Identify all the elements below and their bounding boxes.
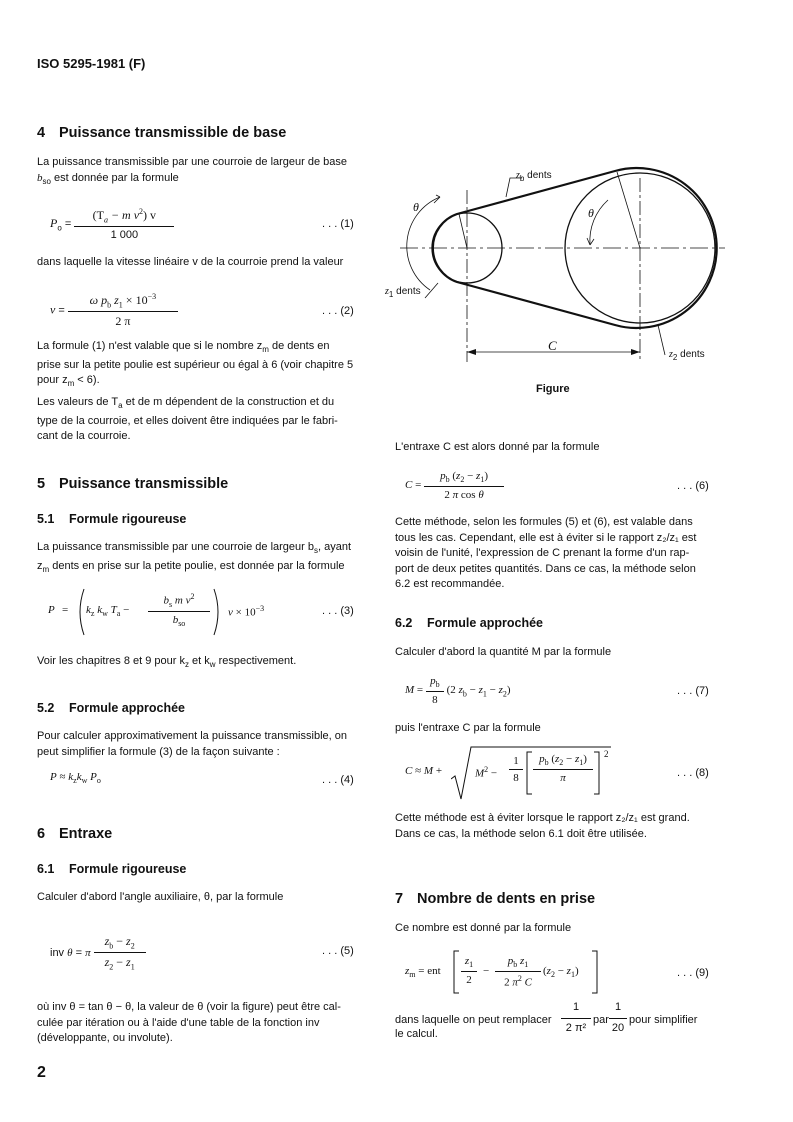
paragraph: Calculer d'abord la quantité M par la formule (395, 646, 612, 658)
paragraph: Calculer d'abord l'angle auxiliaire, θ, par la formule (37, 891, 284, 903)
equation-8: C ≈ M + $M^2$ − $\frac{1}{8}$ $\frac{p_b (z_2 - z_1)}{\pi}$ 2 (405, 745, 625, 801)
section-number: 4 (37, 125, 46, 141)
paragraph: dans laquelle la vitesse linéaire v de la courroie prend la valeur (37, 256, 344, 268)
equation-5: inv θ = π $\frac{z_b - z_2}{z_2 - z_1}$ (50, 934, 146, 972)
label-z2-dents: $z_2$ dents (669, 349, 705, 362)
equation-4-ref: . . . (4) (322, 774, 354, 786)
equation-6: C = $\frac{p_b (z_2 - z_1)}{\text{2 π cos θ}}$ (405, 470, 504, 501)
paragraph: dans laquelle on peut remplacer $\frac{1}{\text{2 π²}}$ par $\frac{1}{20}$ pour simplifier le calcul. (395, 1001, 698, 1040)
paragraph: Voir les chapitres 8 et 9 pour $k_z$ et $k_w$ respectivement. (37, 655, 297, 670)
paragraph: puis l'entraxe C par la formule (395, 722, 541, 734)
page-number: 2 (37, 1064, 46, 1081)
section-title: Puissance transmissible de base (59, 125, 287, 141)
equation-2: v = $\frac{\omega p_b z_1 \times 10^{-3}}{2 \pi}$ (50, 292, 178, 329)
label-z1-dents: $z_1$ dents (385, 286, 421, 299)
label-zb-dents: $z_b$ dents (516, 170, 552, 183)
equation-9-ref: . . . (9) (677, 967, 709, 979)
section-5-heading: 5 Puissance transmissible (37, 476, 229, 492)
paragraph: La formule (1) n'est valable que si le nombre $z_m$ de dents en prise sur la petite poulie est supérieur ou égal à 6 (voir chapitre 5 pour $z_m < 6$). (37, 340, 354, 389)
equation-4: $P \approx k_zk_w$ $P_o$ (50, 771, 101, 786)
left-bracket (525, 751, 533, 795)
section-5-1-heading: 5.1 Formule rigoureuse (37, 512, 187, 526)
paragraph: Ce nombre est donné par la formule (395, 922, 572, 934)
equation-3-ref: . . . (3) (322, 605, 354, 617)
section-7-heading: 7 Nombre de dents en prise (395, 891, 596, 907)
figure-caption: Figure (536, 383, 570, 395)
equation-2-ref: . . . (2) (322, 305, 354, 317)
paragraph: Les valeurs de $T_a$ et de m dépendent de la construction et du type de la courroie, et elles doivent être indiquées par le fabri- cant de la courroie. (37, 396, 338, 443)
paragraph: L'entraxe C est alors donné par la formule (395, 441, 600, 453)
label-theta-small: θ (413, 200, 419, 214)
section-6-1-heading: 6.1 Formule rigoureuse (37, 862, 187, 876)
right-paren (212, 588, 224, 636)
equation-9: $z_m$ = ent $\frac{z_1}{2}$ − $\frac{p_b z_1}{2 \pi^2 C}$ $(z_2 - z_1)$ (405, 950, 645, 996)
equation-6-ref: . . . (6) (677, 480, 709, 492)
paragraph: La puissance transmissible par une courroie de largeur $b_s$, ayant $z_m$ dents en prise sur la petite poulie, est donnée par la formule (37, 541, 352, 574)
paragraph: Cette méthode est à éviter lorsque le rapport z₂/z₁ est grand. Dans ce cas, la méthode selon 6.1 doit être utilisée. (395, 812, 690, 840)
label-C: C (548, 338, 557, 353)
equation-7: M = $\frac{p_b}{8}$ (2 $z_b - z_1 - z_2$) (405, 675, 511, 707)
equation-1: $P_o$ = $\frac{(T_a - m v^2) v}{1 000}$ (50, 207, 174, 241)
label-theta-large: θ (588, 206, 594, 220)
equation-7-ref: . . . (7) (677, 685, 709, 697)
paragraph: où inv θ = tan θ − θ, la valeur de θ (voir la figure) peut être cal- culée par itération ou à l'aide d'une table de la fonction inv (développante, ou involute). (37, 1001, 341, 1044)
equation-5-ref: . . . (5) (322, 945, 354, 957)
equation-8-ref: . . . (8) (677, 767, 709, 779)
left-paren (74, 588, 86, 636)
section-6-2-heading: 6.2 Formule approchée (395, 616, 543, 630)
equation-1-ref: . . . (1) (322, 218, 354, 230)
section-5-2-heading: 5.2 Formule approchée (37, 701, 185, 715)
right-bracket (593, 751, 601, 795)
paragraph: Pour calculer approximativement la puissance transmissible, on peut simplifier la formule (3) de la façon suivante : (37, 730, 347, 758)
right-bracket (591, 950, 599, 994)
left-bracket (452, 950, 460, 994)
section-4-intro: La puissance transmissible par une courroie de largeur de base $b_{so}$ est donnée par la formule (37, 156, 348, 186)
paragraph: Cette méthode, selon les formules (5) et (6), est valable dans tous les cas. Cependant, elle est à éviter si le rapport z₂/z₁ est voisin de l'unité, l'expression de C prenant la forme d'un rap- port de deux petites quantités. Dans ce cas, la méthode selon 6.2 est recommandée. (395, 516, 697, 590)
section-6-heading: 6 Entraxe (37, 826, 113, 842)
pulley-figure (390, 160, 730, 375)
document-header: ISO 5295-1981 (F) (37, 56, 146, 71)
section-4-heading (37, 125, 286, 141)
